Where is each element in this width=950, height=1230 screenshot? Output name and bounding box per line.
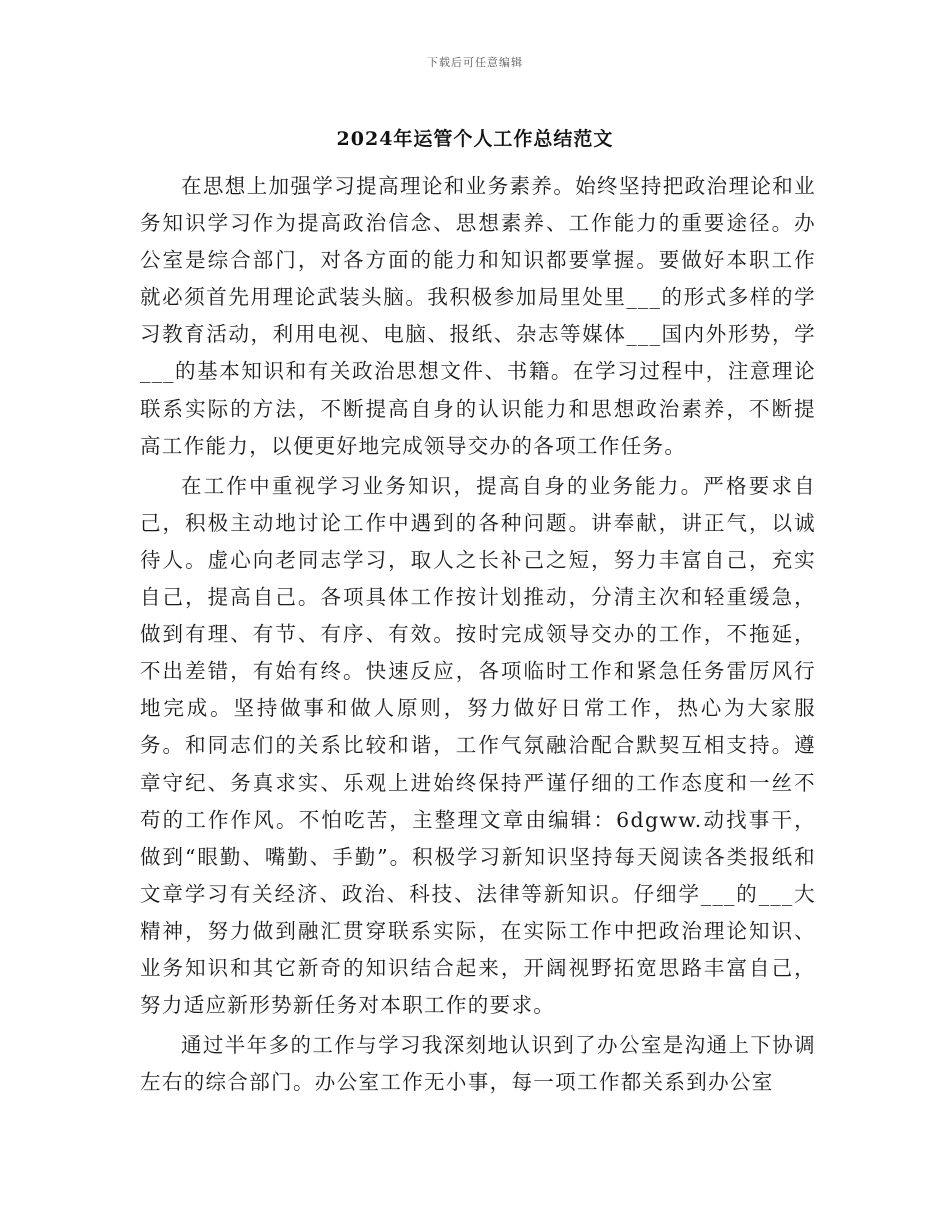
paragraph-3: 通过半年多的工作与学习我深刻地认识到了办公室是沟通上下协调左右的综合部门。办公室工作无小事，每一项工作都关系到办公室	[140, 1033, 816, 1095]
document-title: 2024年运管个人工作总结范文	[336, 128, 614, 150]
header-note: 下载后可任意编辑	[427, 56, 523, 69]
paragraph-1: 在思想上加强学习提高理论和业务素养。始终坚持把政治理论和业务知识学习作为提高政治信念、思想素养、工作能力的重要途径。办公室是综合部门，对各方面的能力和知识都要掌握。要做好本职工作就必须首先用理论武装头脑。我积极参加局里处里___的形式多样的学习教育活动，利用电视、电脑、报纸、杂志等媒体___国内外形势，学___的基本知识和有关政治思想文件、书籍。在学习过程中，注意理论联系实际的方法，不断提高自身的认识能力和思想政治素养，不断提高工作能力，以便更好地完成领导交办的各项工作任务。	[140, 174, 816, 458]
document-body	[140, 168, 816, 1101]
paragraph-2: 在工作中重视学习业务知识，提高自身的业务能力。严格要求自己，积极主动地讨论工作中遇到的各种问题。讲奉献，讲正气，以诚待人。虚心向老同志学习，取人之长补己之短，努力丰富自己，充实自己，提高自己。各项具体工作按计划推动，分清主次和轻重缓急，做到有理、有节、有序、有效。按时完成领导交办的工作，不拖延，不出差错，有始有终。快速反应，各项临时工作和紧急任务雷厉风行地完成。坚持做事和做人原则，努力做好日常工作，热心为大家服务。和同志们的关系比较和谐，工作气氛融洽配合默契互相支持。遵章守纪、务真求实、乐观上进始终保持严谨仔细的工作态度和一丝不苟的工作作风。不怕吃苦，主整理文章由编辑：6dgww.动找事干，做到“眼勤、嘴勤、手勤”。积极学习新知识坚持每天阅读各类报纸和文章学习有关经济、政治、科技、法律等新知识。仔细学___的___大精神，努力做到融汇贯穿联系实际，在实际工作中把政治理论知识、业务知识和其它新奇的知识结合起来，开阔视野拓宽思路丰富自己，努力适应新形势新任务对本职工作的要求。	[140, 473, 816, 1018]
